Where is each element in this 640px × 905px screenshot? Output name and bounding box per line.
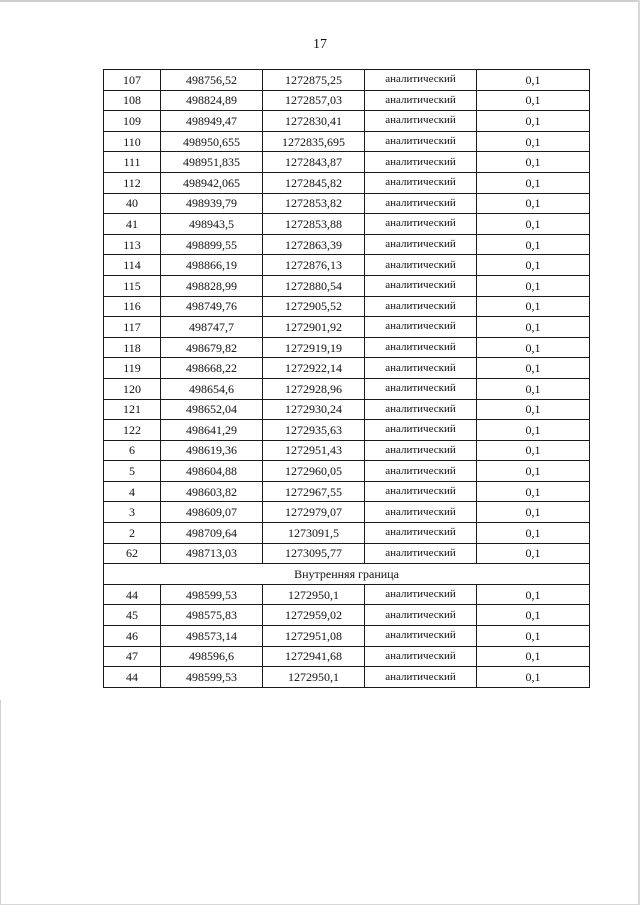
accuracy-cell: 0,1 bbox=[477, 275, 590, 296]
y-coordinate-cell: 1272959,02 bbox=[263, 605, 365, 626]
method-cell: аналитический bbox=[365, 543, 477, 564]
y-coordinate-cell: 1272919,19 bbox=[263, 337, 365, 358]
section-label: Внутренняя граница bbox=[104, 564, 590, 585]
table-row bbox=[104, 70, 590, 91]
y-coordinate-cell: 1272935,63 bbox=[263, 420, 365, 441]
table-row bbox=[104, 605, 590, 626]
point-number-cell: 41 bbox=[104, 214, 161, 235]
y-coordinate-cell: 1272950,1 bbox=[263, 667, 365, 688]
x-coordinate-cell: 498603,82 bbox=[161, 481, 263, 502]
method-cell: аналитический bbox=[365, 667, 477, 688]
method-cell: аналитический bbox=[365, 605, 477, 626]
section-header-body bbox=[104, 564, 590, 585]
table-row bbox=[104, 234, 590, 255]
y-coordinate-cell: 1272941,68 bbox=[263, 646, 365, 667]
point-number-cell: 3 bbox=[104, 502, 161, 523]
point-number-cell: 112 bbox=[104, 172, 161, 193]
section-row bbox=[104, 564, 590, 585]
accuracy-cell: 0,1 bbox=[477, 667, 590, 688]
accuracy-cell: 0,1 bbox=[477, 646, 590, 667]
accuracy-cell: 0,1 bbox=[477, 543, 590, 564]
table-row bbox=[104, 193, 590, 214]
point-number-cell: 40 bbox=[104, 193, 161, 214]
table-row bbox=[104, 646, 590, 667]
x-coordinate-cell: 498899,55 bbox=[161, 234, 263, 255]
method-cell: аналитический bbox=[365, 584, 477, 605]
table-row bbox=[104, 626, 590, 647]
boundary-points-body bbox=[104, 70, 590, 564]
point-number-cell: 120 bbox=[104, 378, 161, 399]
accuracy-cell: 0,1 bbox=[477, 296, 590, 317]
method-cell: аналитический bbox=[365, 646, 477, 667]
y-coordinate-cell: 1272901,92 bbox=[263, 317, 365, 338]
x-coordinate-cell: 498654,6 bbox=[161, 378, 263, 399]
table-row bbox=[104, 111, 590, 132]
x-coordinate-cell: 498596,6 bbox=[161, 646, 263, 667]
point-number-cell: 45 bbox=[104, 605, 161, 626]
accuracy-cell: 0,1 bbox=[477, 255, 590, 276]
point-number-cell: 114 bbox=[104, 255, 161, 276]
x-coordinate-cell: 498939,79 bbox=[161, 193, 263, 214]
table-row bbox=[104, 523, 590, 544]
x-coordinate-cell: 498604,88 bbox=[161, 461, 263, 482]
x-coordinate-cell: 498951,835 bbox=[161, 152, 263, 173]
table-row bbox=[104, 172, 590, 193]
accuracy-cell: 0,1 bbox=[477, 214, 590, 235]
point-number-cell: 117 bbox=[104, 317, 161, 338]
accuracy-cell: 0,1 bbox=[477, 90, 590, 111]
accuracy-cell: 0,1 bbox=[477, 172, 590, 193]
point-number-cell: 6 bbox=[104, 440, 161, 461]
point-number-cell: 4 bbox=[104, 481, 161, 502]
accuracy-cell: 0,1 bbox=[477, 420, 590, 441]
x-coordinate-cell: 498709,64 bbox=[161, 523, 263, 544]
method-cell: аналитический bbox=[365, 399, 477, 420]
scan-edge-left bbox=[0, 700, 1, 905]
x-coordinate-cell: 498824,89 bbox=[161, 90, 263, 111]
method-cell: аналитический bbox=[365, 152, 477, 173]
table-row bbox=[104, 255, 590, 276]
point-number-cell: 107 bbox=[104, 70, 161, 91]
table-row bbox=[104, 275, 590, 296]
y-coordinate-cell: 1272875,25 bbox=[263, 70, 365, 91]
accuracy-cell: 0,1 bbox=[477, 378, 590, 399]
table-row bbox=[104, 399, 590, 420]
y-coordinate-cell: 1272979,07 bbox=[263, 502, 365, 523]
x-coordinate-cell: 498749,76 bbox=[161, 296, 263, 317]
table-row bbox=[104, 502, 590, 523]
table-row bbox=[104, 584, 590, 605]
point-number-cell: 121 bbox=[104, 399, 161, 420]
accuracy-cell: 0,1 bbox=[477, 523, 590, 544]
y-coordinate-cell: 1272830,41 bbox=[263, 111, 365, 132]
method-cell: аналитический bbox=[365, 131, 477, 152]
y-coordinate-cell: 1272863,39 bbox=[263, 234, 365, 255]
x-coordinate-cell: 498866,19 bbox=[161, 255, 263, 276]
point-number-cell: 5 bbox=[104, 461, 161, 482]
y-coordinate-cell: 1272950,1 bbox=[263, 584, 365, 605]
accuracy-cell: 0,1 bbox=[477, 111, 590, 132]
table-row bbox=[104, 378, 590, 399]
accuracy-cell: 0,1 bbox=[477, 440, 590, 461]
x-coordinate-cell: 498756,52 bbox=[161, 70, 263, 91]
y-coordinate-cell: 1272853,88 bbox=[263, 214, 365, 235]
table-row bbox=[104, 152, 590, 173]
x-coordinate-cell: 498573,14 bbox=[161, 626, 263, 647]
y-coordinate-cell: 1273091,5 bbox=[263, 523, 365, 544]
accuracy-cell: 0,1 bbox=[477, 234, 590, 255]
point-number-cell: 111 bbox=[104, 152, 161, 173]
point-number-cell: 119 bbox=[104, 358, 161, 379]
method-cell: аналитический bbox=[365, 275, 477, 296]
accuracy-cell: 0,1 bbox=[477, 317, 590, 338]
method-cell: аналитический bbox=[365, 420, 477, 441]
accuracy-cell: 0,1 bbox=[477, 131, 590, 152]
point-number-cell: 46 bbox=[104, 626, 161, 647]
x-coordinate-cell: 498949,47 bbox=[161, 111, 263, 132]
method-cell: аналитический bbox=[365, 296, 477, 317]
accuracy-cell: 0,1 bbox=[477, 481, 590, 502]
point-number-cell: 118 bbox=[104, 337, 161, 358]
point-number-cell: 44 bbox=[104, 584, 161, 605]
point-number-cell: 113 bbox=[104, 234, 161, 255]
point-number-cell: 122 bbox=[104, 420, 161, 441]
y-coordinate-cell: 1272880,54 bbox=[263, 275, 365, 296]
accuracy-cell: 0,1 bbox=[477, 605, 590, 626]
x-coordinate-cell: 498668,22 bbox=[161, 358, 263, 379]
point-number-cell: 109 bbox=[104, 111, 161, 132]
y-coordinate-cell: 1272843,87 bbox=[263, 152, 365, 173]
accuracy-cell: 0,1 bbox=[477, 584, 590, 605]
method-cell: аналитический bbox=[365, 255, 477, 276]
table-row bbox=[104, 214, 590, 235]
method-cell: аналитический bbox=[365, 111, 477, 132]
table-row bbox=[104, 90, 590, 111]
method-cell: аналитический bbox=[365, 461, 477, 482]
x-coordinate-cell: 498609,07 bbox=[161, 502, 263, 523]
point-number-cell: 115 bbox=[104, 275, 161, 296]
point-number-cell: 2 bbox=[104, 523, 161, 544]
page-number: 17 bbox=[313, 37, 327, 52]
method-cell: аналитический bbox=[365, 337, 477, 358]
y-coordinate-cell: 1272835,695 bbox=[263, 131, 365, 152]
method-cell: аналитический bbox=[365, 626, 477, 647]
method-cell: аналитический bbox=[365, 502, 477, 523]
y-coordinate-cell: 1272876,13 bbox=[263, 255, 365, 276]
x-coordinate-cell: 498641,29 bbox=[161, 420, 263, 441]
method-cell: аналитический bbox=[365, 90, 477, 111]
point-number-cell: 44 bbox=[104, 667, 161, 688]
inner-boundary-points-body bbox=[104, 584, 590, 687]
accuracy-cell: 0,1 bbox=[477, 152, 590, 173]
y-coordinate-cell: 1272930,24 bbox=[263, 399, 365, 420]
y-coordinate-cell: 1272951,08 bbox=[263, 626, 365, 647]
x-coordinate-cell: 498943,5 bbox=[161, 214, 263, 235]
scan-edge-top bbox=[0, 0, 640, 2]
x-coordinate-cell: 498942,065 bbox=[161, 172, 263, 193]
method-cell: аналитический bbox=[365, 523, 477, 544]
method-cell: аналитический bbox=[365, 172, 477, 193]
point-number-cell: 47 bbox=[104, 646, 161, 667]
table-row bbox=[104, 440, 590, 461]
y-coordinate-cell: 1272960,05 bbox=[263, 461, 365, 482]
x-coordinate-cell: 498828,99 bbox=[161, 275, 263, 296]
method-cell: аналитический bbox=[365, 214, 477, 235]
y-coordinate-cell: 1272853,82 bbox=[263, 193, 365, 214]
y-coordinate-cell: 1272928,96 bbox=[263, 378, 365, 399]
method-cell: аналитический bbox=[365, 234, 477, 255]
table-row bbox=[104, 420, 590, 441]
table-row bbox=[104, 296, 590, 317]
x-coordinate-cell: 498575,83 bbox=[161, 605, 263, 626]
accuracy-cell: 0,1 bbox=[477, 502, 590, 523]
y-coordinate-cell: 1272845,82 bbox=[263, 172, 365, 193]
coordinates-table bbox=[103, 69, 590, 688]
method-cell: аналитический bbox=[365, 317, 477, 338]
x-coordinate-cell: 498619,36 bbox=[161, 440, 263, 461]
y-coordinate-cell: 1272967,55 bbox=[263, 481, 365, 502]
table-row bbox=[104, 131, 590, 152]
table-row bbox=[104, 317, 590, 338]
method-cell: аналитический bbox=[365, 481, 477, 502]
accuracy-cell: 0,1 bbox=[477, 626, 590, 647]
table-row bbox=[104, 667, 590, 688]
table-row bbox=[104, 337, 590, 358]
point-number-cell: 62 bbox=[104, 543, 161, 564]
accuracy-cell: 0,1 bbox=[477, 337, 590, 358]
table-row bbox=[104, 358, 590, 379]
point-number-cell: 110 bbox=[104, 131, 161, 152]
x-coordinate-cell: 498747,7 bbox=[161, 317, 263, 338]
accuracy-cell: 0,1 bbox=[477, 358, 590, 379]
accuracy-cell: 0,1 bbox=[477, 193, 590, 214]
x-coordinate-cell: 498652,04 bbox=[161, 399, 263, 420]
method-cell: аналитический bbox=[365, 70, 477, 91]
point-number-cell: 108 bbox=[104, 90, 161, 111]
x-coordinate-cell: 498599,53 bbox=[161, 667, 263, 688]
point-number-cell: 116 bbox=[104, 296, 161, 317]
y-coordinate-cell: 1272922,14 bbox=[263, 358, 365, 379]
method-cell: аналитический bbox=[365, 193, 477, 214]
table-row bbox=[104, 543, 590, 564]
accuracy-cell: 0,1 bbox=[477, 461, 590, 482]
x-coordinate-cell: 498713,03 bbox=[161, 543, 263, 564]
method-cell: аналитический bbox=[365, 440, 477, 461]
y-coordinate-cell: 1272905,52 bbox=[263, 296, 365, 317]
accuracy-cell: 0,1 bbox=[477, 70, 590, 91]
x-coordinate-cell: 498950,655 bbox=[161, 131, 263, 152]
x-coordinate-cell: 498679,82 bbox=[161, 337, 263, 358]
y-coordinate-cell: 1273095,77 bbox=[263, 543, 365, 564]
table-row bbox=[104, 461, 590, 482]
y-coordinate-cell: 1272857,03 bbox=[263, 90, 365, 111]
method-cell: аналитический bbox=[365, 378, 477, 399]
accuracy-cell: 0,1 bbox=[477, 399, 590, 420]
method-cell: аналитический bbox=[365, 358, 477, 379]
y-coordinate-cell: 1272951,43 bbox=[263, 440, 365, 461]
table-row bbox=[104, 481, 590, 502]
x-coordinate-cell: 498599,53 bbox=[161, 584, 263, 605]
